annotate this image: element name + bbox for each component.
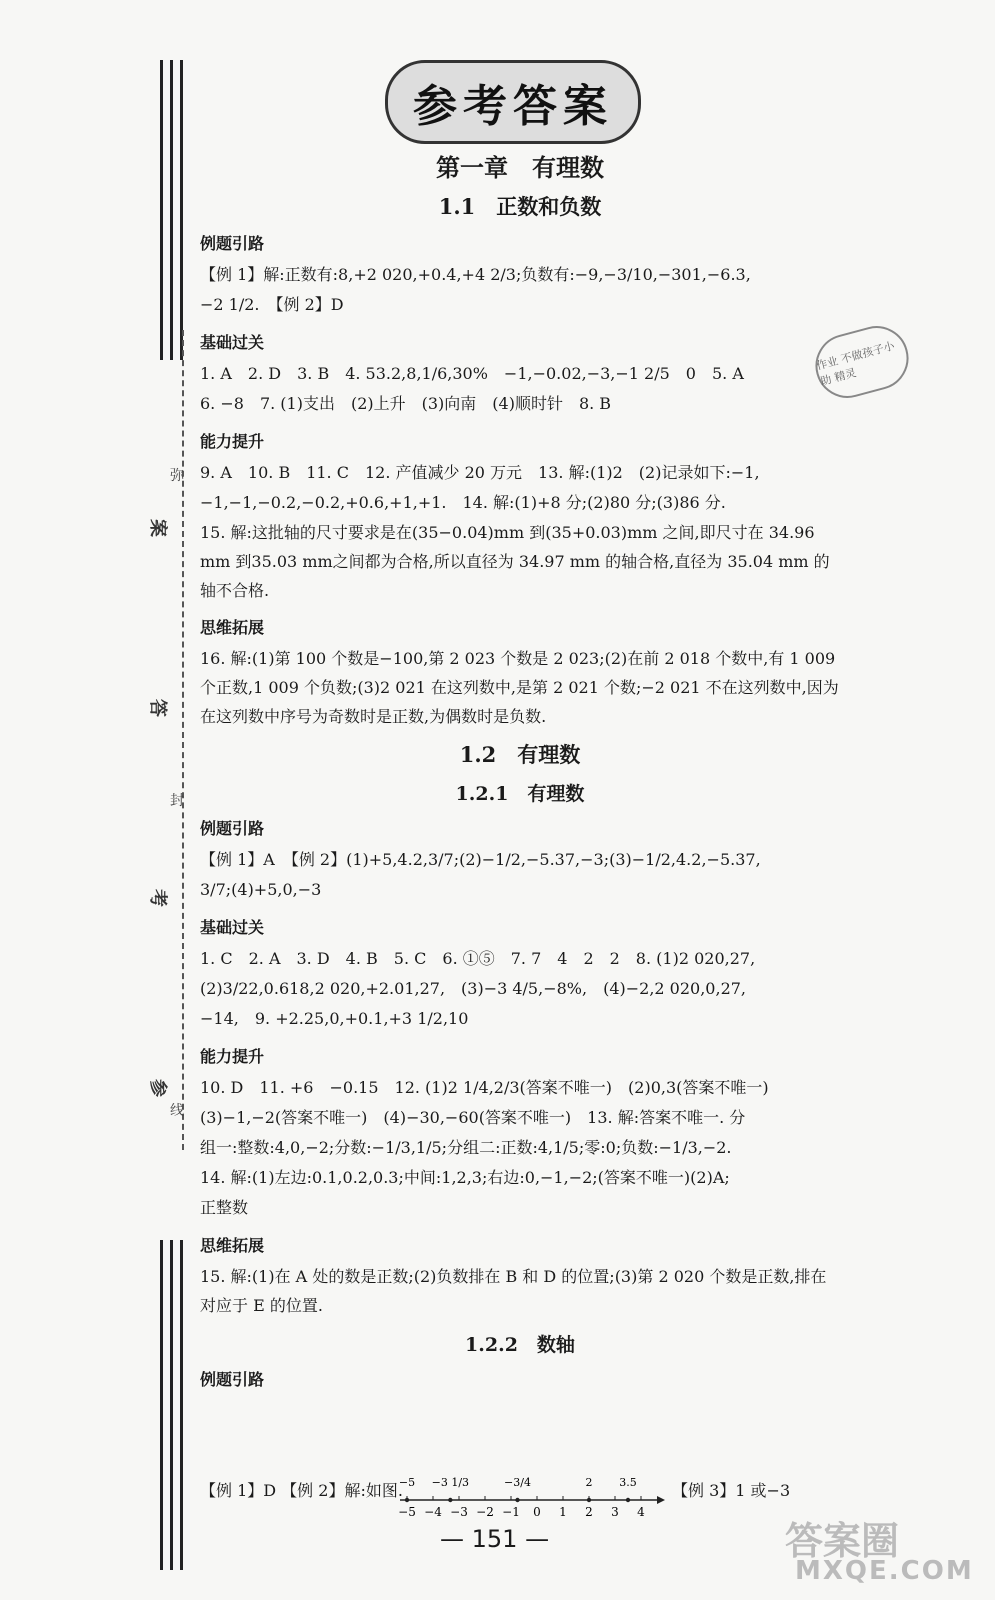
number-line-point-label: −3/4 [504, 1476, 531, 1489]
number-line-tick-label: 2 [585, 1505, 593, 1519]
answer-banner [385, 60, 641, 144]
section-tag: 例题引路 [200, 1370, 265, 1389]
binding-dashed-line [182, 330, 184, 1150]
number-line-tick-label: −4 [424, 1505, 442, 1519]
stamp: 作业 不做孩子小助 精灵 [808, 319, 915, 405]
number-line-tick-label: −3 [450, 1505, 468, 1519]
answer-line: 【例 1】A 【例 2】(1)+5,4.2,3/7;(2)−1/2,−5.37,−3;(3)−1/2,4.2,−5.37, [200, 850, 761, 869]
number-line-point [405, 1498, 409, 1502]
number-line-point-label: −5 [398, 1476, 416, 1489]
section-title: 1.1 正数和负数 [438, 194, 602, 219]
number-line [395, 1470, 665, 1530]
banner-title: 参考答案 [413, 81, 613, 132]
number-line-tick-label: −2 [476, 1505, 494, 1519]
answer-line: 6. −8 7. (1)支出 (2)上升 (3)向南 (4)顺时针 8. B [200, 394, 612, 413]
page-number: — 151 — [440, 1525, 550, 1553]
side-char: 参 [147, 1079, 168, 1097]
side-char: 案 [147, 519, 168, 537]
answer-line: (3)−1,−2(答案不唯一) (4)−30,−60(答案不唯一) 13. 解:答案不唯一. 分 [200, 1108, 746, 1127]
answer-line: 组一:整数:4,0,−2;分数:−1/3,1/5;分组二:正数:4,1/5;零:0;负数:−1/3,−2. [200, 1138, 732, 1157]
section-tag: 思维拓展 [200, 1236, 265, 1255]
answer-line: (2)3/22,0.618,2 020,+2.01,27, (3)−3 4/5,−8%, (4)−2,2 020,0,27, [200, 979, 747, 998]
answer-line: −2 1/2. 【例 2】D [200, 295, 344, 314]
answer-content [200, 140, 840, 1396]
chapter-title: 第一章 有理数 [436, 153, 604, 182]
answer-line: 9. A 10. B 11. C 12. 产值减少 20 万元 13. 解:(1)2 (2)记录如下:−1, [200, 463, 760, 482]
number-line-point-label: −3 1/3 [431, 1476, 470, 1489]
section-tag: 思维拓展 [200, 618, 265, 637]
section-tag: 能力提升 [200, 1047, 265, 1066]
number-line-point [448, 1498, 452, 1502]
answer-paragraph: 16. 解:(1)第 100 个数是−100,第 2 023 个数是 2 023;(2)在前 2 018 个数中,有 1 009个正数,1 009 个负数;(3)2 021 在这列数中,是第 2 021 个数;−2 021 不在这列数中,因为在这列数中序号为奇数时是正数,为偶数时是负数. [200, 649, 839, 726]
answer-line: −1,−1,−0.2,−0.2,+0.6,+1,+1. 14. 解:(1)+8 分;(2)80 分;(3)86 分. [200, 493, 726, 512]
section-tag: 例题引路 [200, 234, 265, 253]
answer-line: −14, 9. +2.25,0,+0.1,+3 1/2,10 [200, 1009, 469, 1028]
section-tag: 例题引路 [200, 819, 265, 838]
number-line-point-label: 2 [585, 1476, 593, 1489]
answer-line: 14. 解:(1)左边:0.1,0.2,0.3;中间:1,2,3;右边:0,−1,−2;(答案不唯一)(2)A; [200, 1168, 730, 1187]
answer-line: 【例 1】解:正数有:8,+2 020,+0.4,+4 2/3;负数有:−9,−3/10,−301,−6.3, [200, 265, 751, 284]
binding-rule [180, 60, 183, 360]
number-line-point-label: 3.5 [619, 1476, 637, 1489]
number-line-tick-label: −5 [398, 1505, 416, 1519]
section-tag: 能力提升 [200, 432, 265, 451]
number-line-point [587, 1498, 591, 1502]
binding-rule [180, 1240, 183, 1570]
answer-paragraph: 15. 解:这批轴的尺寸要求是在(35−0.04)mm 到(35+0.03)mm 之间,即尺寸在 34.96 mm 到35.03 mm之间都为合格,所以直径为 34.97 mm 的轴合格,直径为 35.04 mm 的轴不合格. [200, 523, 830, 600]
answer-line: 3/7;(4)+5,0,−3 [200, 880, 322, 899]
side-small: 封 [170, 793, 184, 809]
side-small: 弥 [170, 468, 184, 484]
section-tag: 基础过关 [200, 333, 265, 352]
side-char: 答 [147, 699, 168, 717]
binding-rule [170, 60, 173, 360]
example-3: 【例 3】1 或−3 [672, 1481, 791, 1500]
example-1-2: 【例 1】D 【例 2】解:如图. [200, 1481, 403, 1500]
watermark-url: MXQE.COM [795, 1556, 974, 1586]
binding-rule [160, 60, 163, 360]
section-title: 1.2 有理数 [459, 742, 581, 767]
answer-line: 10. D 11. +6 −0.15 12. (1)2 1/4,2/3(答案不唯一) (2)0,3(答案不唯一) [200, 1078, 769, 1097]
number-line-tick-label: 4 [637, 1505, 645, 1519]
side-small: 线 [170, 1103, 184, 1119]
watermark-logo: 答案圈 [785, 1519, 900, 1563]
binding-rule [170, 1240, 173, 1570]
answer-line: 正整数 [200, 1198, 249, 1217]
subsection-title: 1.2.1 有理数 [455, 783, 585, 805]
binding-rule [160, 1240, 163, 1570]
section-tag: 基础过关 [200, 918, 265, 937]
number-line-tick-label: 0 [533, 1505, 541, 1519]
number-line-tick-label: 3 [611, 1505, 619, 1519]
subsection-title: 1.2.2 数轴 [465, 1334, 575, 1356]
number-line-arrow [657, 1496, 665, 1504]
answer-line: 1. A 2. D 3. B 4. 53.2,8,1/6,30% −1,−0.02,−3,−1 2/5 0 5. A [200, 364, 744, 383]
answer-paragraph: 15. 解:(1)在 A 处的数是正数;(2)负数排在 B 和 D 的位置;(3)第 2 020 个数是正数,排在对应于 E 的位置. [200, 1267, 827, 1315]
number-line-point [626, 1498, 630, 1502]
number-line-tick-label: −1 [502, 1505, 520, 1519]
side-char: 考 [147, 889, 168, 907]
number-line-tick-label: 1 [559, 1505, 567, 1519]
answer-line: 1. C 2. A 3. D 4. B 5. C 6. ①⑤ 7. 7 4 2 2 8. (1)2 020,27, [200, 949, 756, 968]
number-line-point [515, 1498, 519, 1502]
